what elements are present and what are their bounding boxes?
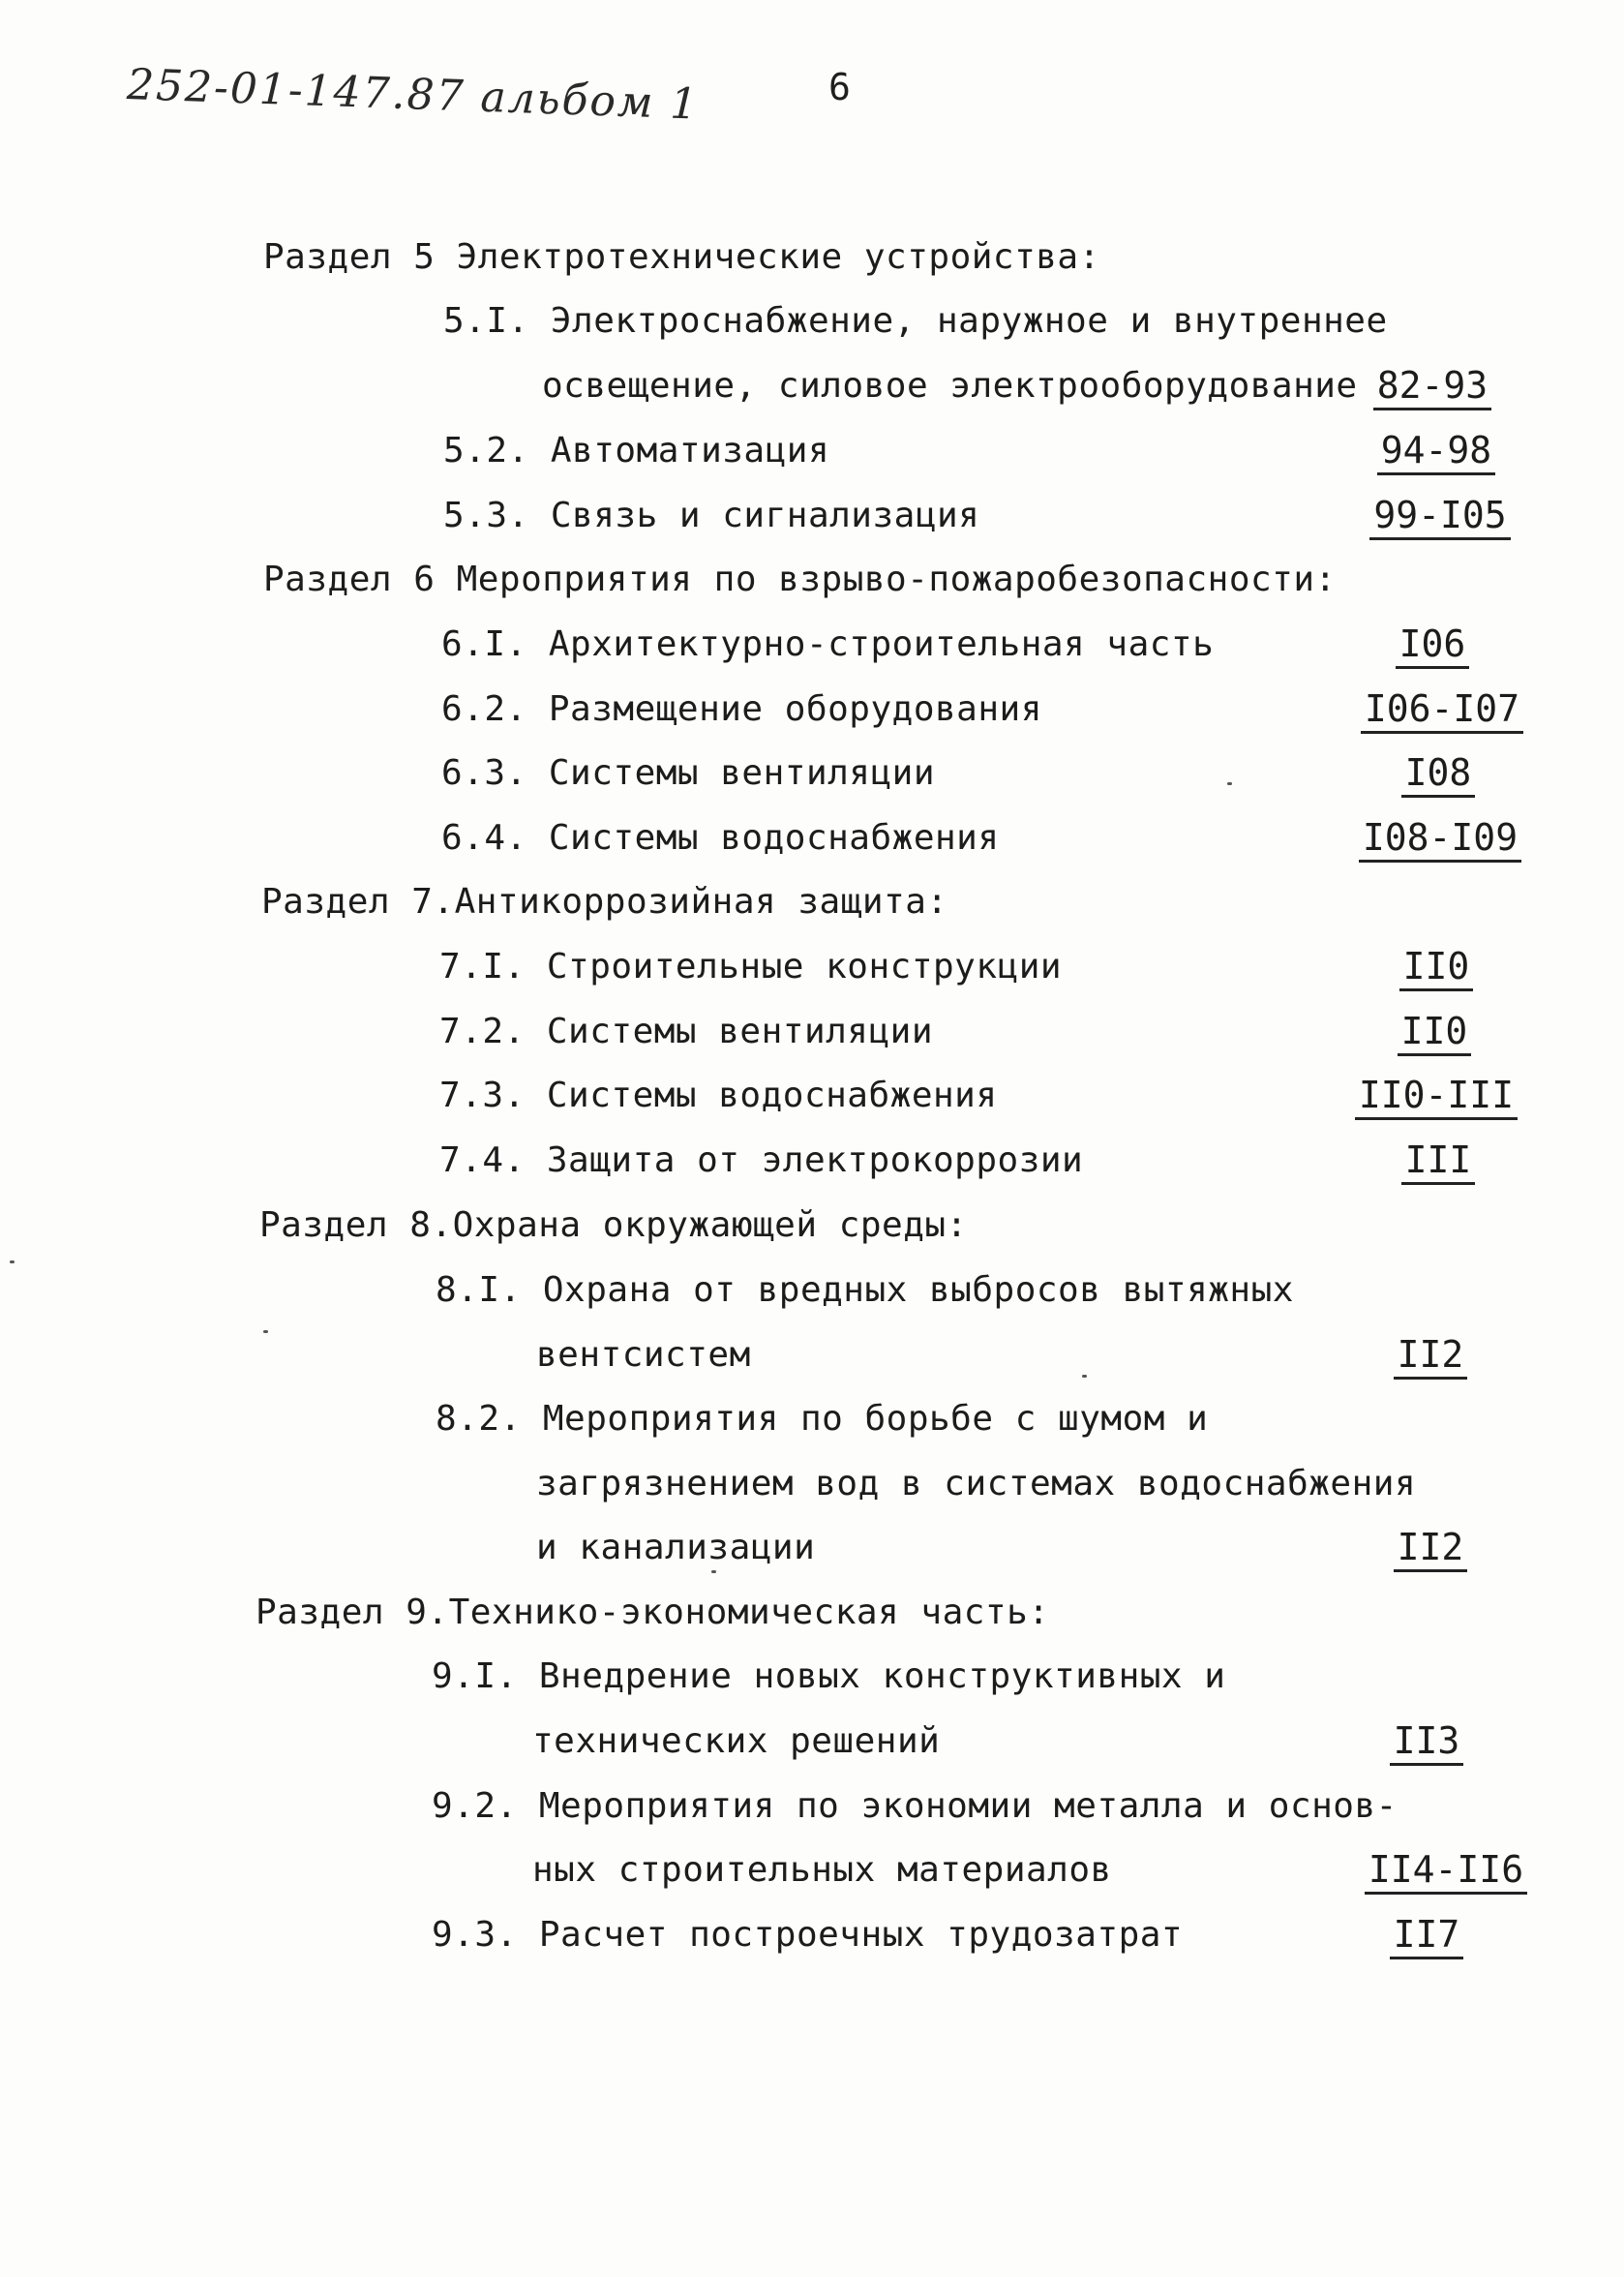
page-ref: II2 — [1343, 1332, 1518, 1377]
item-text: 9.2. Мероприятия по экономии металла и основ- — [432, 1786, 1398, 1826]
page-ref: II0 — [1347, 1009, 1521, 1053]
page-ref: II2 — [1343, 1525, 1518, 1569]
item-text: 6.4. Системы водоснабжения — [441, 818, 1000, 858]
item-text: 7.3. Системы водоснабжения — [439, 1076, 998, 1115]
item-text: и канализации — [536, 1528, 816, 1567]
section-title: Раздел 7.Антикоррозийная защита: — [261, 882, 948, 922]
page-ref: II4-II6 — [1359, 1847, 1533, 1892]
item-text: 7.4. Защита от электрокоррозии — [439, 1140, 1084, 1180]
page-ref: II3 — [1339, 1718, 1514, 1763]
page-number: 6 — [828, 66, 851, 108]
item-text: 9.3. Расчет построечных трудозатрат — [432, 1915, 1184, 1955]
item-text: 7.I. Строительные конструкции — [439, 947, 1063, 987]
section-title: Раздел 6 Мероприятия по взрыво-пожаробезопасности: — [263, 560, 1337, 599]
item-text: 5.3. Связь и сигнализация — [443, 496, 980, 535]
item-text: 6.3. Системы вентиляции — [441, 753, 935, 793]
item-text: освещение, силовое электрооборудование — [542, 366, 1358, 406]
item-text: вентсистем — [536, 1335, 751, 1375]
scan-speck — [10, 1260, 15, 1263]
scan-speck — [263, 1330, 268, 1333]
page-ref: II7 — [1339, 1912, 1514, 1957]
document-code-handwritten: 252-01-147.87 альбом 1 — [126, 60, 701, 130]
item-text: 8.2. Мероприятия по борьбе с шумом и — [436, 1399, 1209, 1439]
item-text: технических решений — [532, 1721, 941, 1761]
page-ref: I08-I09 — [1353, 815, 1527, 860]
page-ref: II0 — [1349, 944, 1523, 988]
item-text: 9.I. Внедрение новых конструктивных и — [432, 1656, 1226, 1696]
page-ref: 82-93 — [1345, 363, 1519, 408]
item-text: 7.2. Системы вентиляции — [439, 1012, 933, 1051]
item-text: 5.I. Электроснабжение, наружное и внутреннее — [443, 301, 1388, 341]
item-text: 8.I. Охрана от вредных выбросов вытяжных — [436, 1270, 1294, 1310]
section-title: Раздел 5 Электротехнические устройства: — [263, 237, 1100, 277]
section-title: Раздел 9.Технико-экономическая часть: — [256, 1593, 1050, 1632]
scan-speck — [1082, 1375, 1087, 1378]
page-ref: 94-98 — [1349, 428, 1523, 472]
item-text: 6.I. Архитектурно-строительная часть — [441, 624, 1215, 664]
item-text: 6.2. Размещение оборудования — [441, 689, 1042, 729]
page-ref: I06 — [1345, 622, 1519, 666]
page-ref: II0-III — [1349, 1073, 1523, 1117]
item-text: 5.2. Автоматизация — [443, 431, 830, 471]
page-ref: I06-I07 — [1355, 686, 1529, 731]
item-text: ных строительных материалов — [532, 1850, 1112, 1890]
section-title: Раздел 8.Охрана окружающей среды: — [259, 1205, 968, 1245]
scan-speck — [1227, 782, 1232, 785]
scan-speck — [711, 1570, 716, 1573]
page-ref: I08 — [1351, 750, 1525, 795]
item-text: загрязнением вод в системах водоснабжения — [536, 1464, 1417, 1503]
page-ref: 99-I05 — [1353, 493, 1527, 537]
page-ref: III — [1351, 1138, 1525, 1182]
